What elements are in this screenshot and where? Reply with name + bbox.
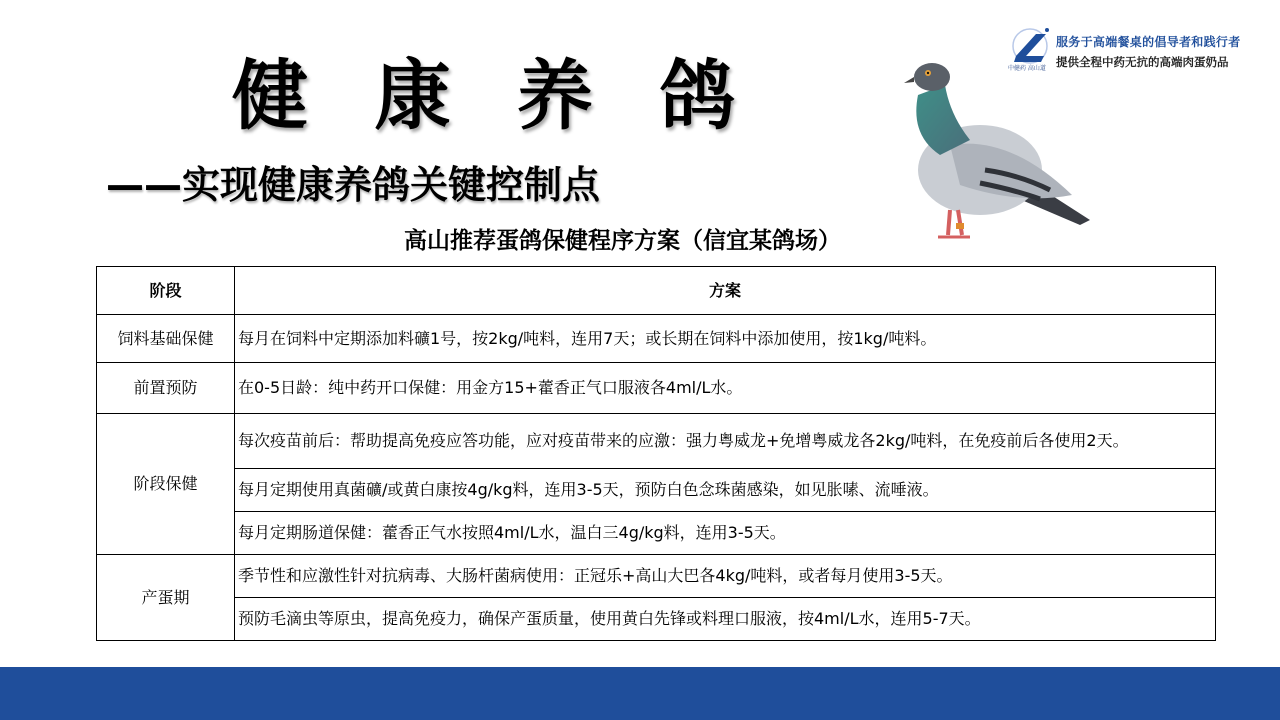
- table-row: [97, 598, 1216, 641]
- table-row: [97, 363, 1216, 414]
- brand-slogan-2: 提供全程中药无抗的高端肉蛋奶品: [1056, 55, 1229, 69]
- table-row: [97, 414, 1216, 469]
- table-header-row: [97, 267, 1216, 315]
- plan-cell: 每次疫苗前后：帮助提高免疫应答功能，应对疫苗带来的应激：强力粤威龙+免增粤威龙各2kg/吨料，在免疫前后各使用2天。: [235, 414, 1216, 469]
- plan-cell: 季节性和应激性针对抗病毒、大肠杆菌病使用：正冠乐+高山大巴各4kg/吨料，或者每月使用3-5天。: [235, 555, 1216, 598]
- table-row: [97, 469, 1216, 512]
- header-plan: 方案: [235, 267, 1216, 315]
- page-subtitle: ——实现健康养鸽关键控制点: [106, 163, 601, 207]
- table-row: [97, 555, 1216, 598]
- table-caption: 高山推荐蛋鸽保健程序方案（信宜某鸽场）: [404, 228, 841, 254]
- plan-cell: 每月定期使用真菌礦/或黄白康按4g/kg料，连用3-5天，预防白色念珠菌感染，如见胀嗉、流唾液。: [235, 469, 1216, 512]
- pigeon-image: [900, 55, 1100, 250]
- page-title: 健 康 养 鸽: [232, 51, 756, 140]
- plan-cell: 在0-5日龄：纯中药开口保健：用金方15+藿香正气口服液各4ml/L水。: [235, 363, 1216, 414]
- stage-cell: 前置预防: [97, 363, 235, 414]
- stage-cell: 饲料基础保健: [97, 315, 235, 363]
- health-program-table: [96, 266, 1216, 641]
- footer-bar: [0, 667, 1280, 720]
- header-stage: 阶段: [97, 267, 235, 315]
- logo-subtext: 中健药 高山道: [1008, 65, 1046, 72]
- brand-slogan-1: 服务于高端餐桌的倡导者和践行者: [1056, 35, 1241, 49]
- plan-cell: 每月在饲料中定期添加料礦1号，按2kg/吨料，连用7天；或长期在饲料中添加使用，按1kg/吨料。: [235, 315, 1216, 363]
- plan-cell: 预防毛滴虫等原虫，提高免疫力，确保产蛋质量，使用黄白先锋或料理口服液，按4ml/L水，连用5-7天。: [235, 598, 1216, 641]
- table-row: [97, 315, 1216, 363]
- table-row: [97, 512, 1216, 555]
- stage-cell: 产蛋期: [97, 555, 235, 641]
- stage-cell: 阶段保健: [97, 414, 235, 555]
- plan-cell: 每月定期肠道保健：藿香正气水按照4ml/L水，温白三4g/kg料，连用3-5天。: [235, 512, 1216, 555]
